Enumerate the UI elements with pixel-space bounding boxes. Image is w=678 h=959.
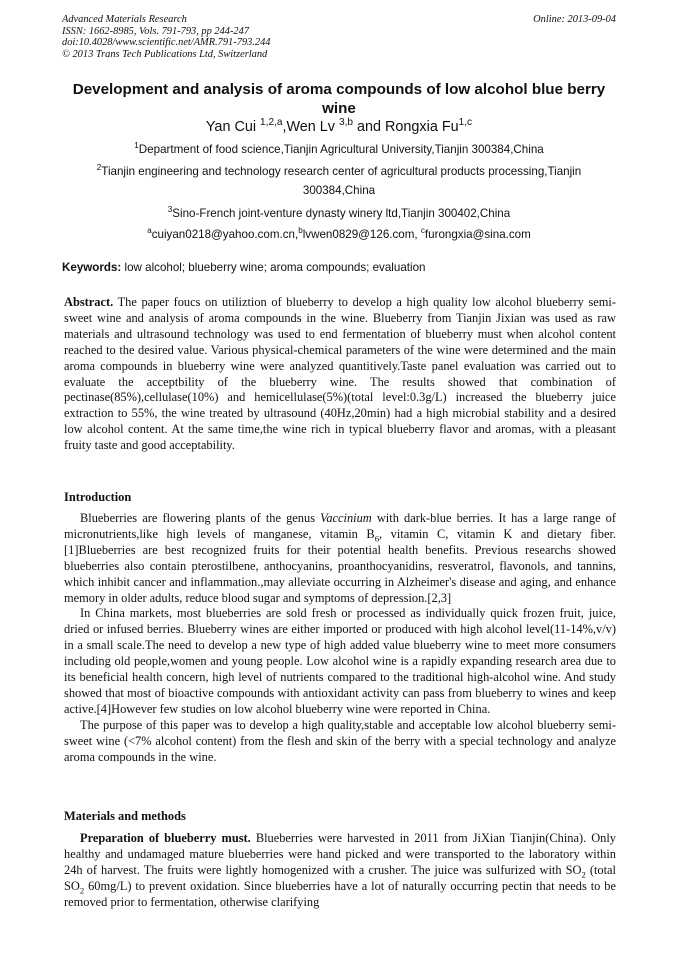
author-name: and Rongxia Fu [353, 119, 459, 135]
affiliation-2 [62, 162, 616, 200]
affiliation-marker: 1 [134, 141, 139, 151]
email-marker: a [147, 226, 152, 236]
abstract [64, 295, 616, 454]
section-heading-introduction: Introduction [64, 490, 132, 504]
affiliation-text: Department of food science,Tianjin Agricultural University,Tianjin 300384,China [138, 143, 544, 156]
author-marker: 1,c [458, 117, 473, 129]
doi-line: doi:10.4028/www.scientific.net/AMR.791-793.244 [62, 37, 271, 49]
author-list [62, 118, 616, 136]
methods-body [64, 831, 616, 911]
paragraph: The purpose of this paper was to develop a high quality,stable and acceptable low alcohol blueberry semi-sweet wine (<7% alcohol content) from the flesh and skin of the berry with a special technology and analyze aroma compounds in the wine. [64, 717, 616, 764]
paragraph: Blueberries are flowering plants of the genus Vaccinium with dark-blue berries. It has a large range of micronutrients,like high levels of manganese, vitamin $B_6$, vitamin C, vitamin K and dietary fiber. [1]Blueberries are best recognized fruits for their potential health benefits. Previous researchs showed blueberries also contain pterostilbene, anthocyanins, proanthocyanidins, resveratrol, flavonols, and tannins, which inhibit cancer and inflammation.,may alleviate occurring in Alzheimer's disease and aging, and enhance memory in older adults, reduce blood sugar and symptoms of depression.[2,3] [64, 511, 616, 605]
email-line [62, 225, 616, 244]
email-address[interactable]: lvwen0829@126.com, [302, 228, 421, 241]
abstract-label: Abstract. [64, 295, 114, 309]
email-marker: b [298, 226, 303, 236]
affiliation-text: Tianjin engineering and technology research center of agricultural products processing,Tianjin [101, 165, 582, 178]
journal-name: Advanced Materials Research [62, 14, 187, 25]
copyright-line: © 2013 Trans Tech Publications Ltd, Switzerland [62, 48, 268, 60]
paragraph: Preparation of blueberry must. Blueberries were harvested in 2011 from JiXian Tianjin(China). Only healthy and undamaged mature blueberries were hand picked and were transported to the laboratory within 24h of harvest. The fruits were lightly homogenized with a crusher. The juice was sulfurized with $SO_2$ (total $SO_2$ 60mg/L) to prevent oxidation. Since blueberries have a lot of naturally occurring pectin that needs to be removed prior to fermentation, otherwise clarifying [64, 831, 616, 909]
affiliation-text: 300384,China [302, 184, 376, 197]
abstract-text: The paper foucs on utiliztion of blueberry to develop a high quality low alcohol blueberry semi-sweet wine and analysis of aroma compounds in the wine. Blueberry from Tianjin Jixian was used as raw materials and ultrasound technology was used to end fermentation of blueberry must when alcohol content reached to the desired value. Various physical-chemical parameters of the wine were determined and the main aroma compounds in blueberry wine were analyzed quantitively.Taste panel evaluation was carried out to evaluate the acceptbility of the blueberry wine. The results showed that combination of pectinase(85%),cellulase(10%) and hemicellulase(5%)(total level:0.3g/L) increased the blueberry juice extraction to 55%, the wine treated by ultrasound (40Hz,20min) had a high microbial stability and a desired low alcohol content. At the same time,the wine rich in typical blueberry flavor and aromas, with a pleasant fruity taste and good acceptability. [64, 295, 616, 453]
paper-title: Development and analysis of aroma compounds of low alcohol blue berry wine [72, 81, 606, 117]
online-date: Online: 2013-09-04 [533, 14, 616, 25]
affiliation-marker: 3 [167, 205, 173, 215]
email-address[interactable]: cuiyan0218@yahoo.com.cn, [151, 228, 299, 241]
affiliation-marker: 2 [96, 163, 102, 173]
journal-header [62, 14, 616, 60]
section-heading-methods: Materials and methods [64, 809, 186, 823]
affiliation-1 [62, 140, 616, 159]
genus-name: Vaccinium [320, 511, 372, 525]
email-address[interactable]: furongxia@sina.com [424, 228, 531, 241]
affiliation-3 [62, 204, 616, 223]
subsection-label: Preparation of blueberry must. [80, 831, 251, 845]
keywords [62, 261, 616, 275]
introduction-body [64, 511, 616, 766]
author-marker: 3,b [339, 117, 354, 129]
issn-line: ISSN: 1662-8985, Vols. 791-793, pp 244-247 [62, 25, 250, 37]
email-marker: c [420, 226, 425, 236]
affiliation-text: Sino-French joint-venture dynasty winery ltd,Tianjin 300402,China [172, 207, 511, 220]
author-marker: 1,2,a [260, 117, 283, 129]
keywords-label: Keywords: [62, 261, 122, 274]
author-name: Yan Cui [205, 119, 261, 135]
keywords-text: low alcohol; blueberry wine; aroma compounds; evaluation [121, 261, 426, 274]
author-name: ,Wen Lv [282, 119, 339, 135]
paragraph: In China markets, most blueberries are sold fresh or processed as individually quick frozen fruit, juice, dried or infused berries. Blueberry wines are either imported or produced with high alcohol level(11-14%,v/v) in a small scale.The need to develop a new type of high added value blueberry wine to meet more consumers including old people,women and young people. Low alcohol wine is a rapidly expanding research area due to its beneficial health concern, high level of nutrients compared to the traditional high-alcohol wine. And study showed that most of bioactive compounds with antioxidant activity can pass from blueberry to wines and keep active.[4]However few studies on low alcohol blueberry wine were reported in China. [64, 606, 616, 716]
